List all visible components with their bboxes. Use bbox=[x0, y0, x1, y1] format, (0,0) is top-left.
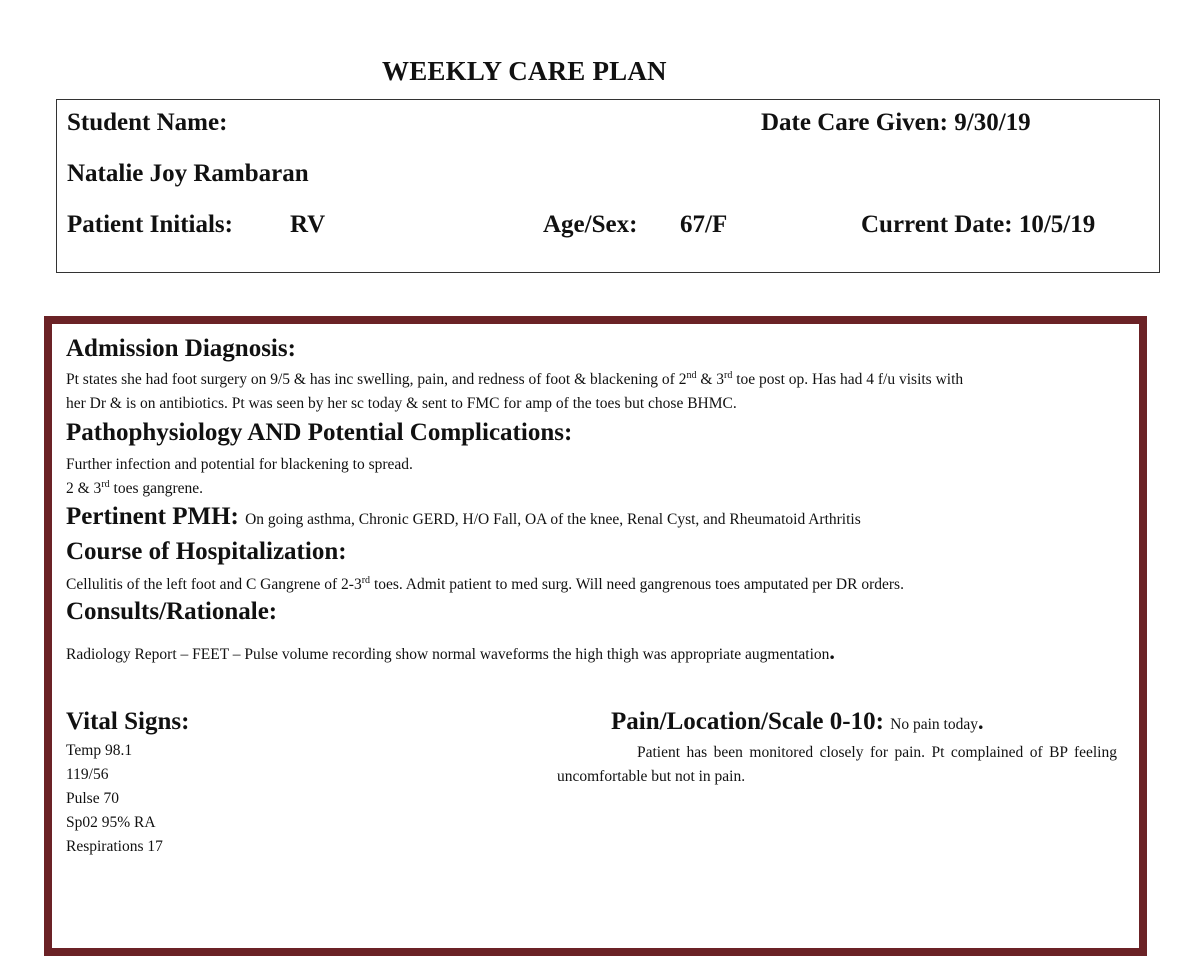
pathophysiology-line-2: 2 & 3rd toes gangrene. bbox=[66, 479, 204, 497]
vital-signs-title: Vital Signs: bbox=[66, 708, 190, 735]
vital-sign-item: 119/56 bbox=[66, 766, 109, 783]
current-date-value: 10/5/19 bbox=[1018, 211, 1096, 238]
course-of-hospitalization-text: Cellulitis of the left foot and C Gangrene of 2-3rd toes. Admit patient to med surg. Will need gangrenous toes amputated per DR orders. bbox=[66, 575, 904, 593]
patient-initials-value: RV bbox=[290, 211, 326, 238]
current-date bbox=[861, 211, 1095, 239]
current-date-label: Current Date: bbox=[861, 211, 1013, 238]
consults-rationale-title: Consults/Rationale: bbox=[66, 598, 278, 625]
page-title: WEEKLY CARE PLAN bbox=[382, 56, 667, 86]
pain-scale-title: Pain/Location/Scale 0-10: bbox=[611, 708, 884, 735]
patient-initials-label: Patient Initials: bbox=[67, 211, 233, 238]
student-name-label: Student Name: bbox=[67, 109, 228, 136]
student-name-value: Natalie Joy Rambaran bbox=[67, 160, 309, 187]
date-care-given-label: Date Care Given: bbox=[761, 109, 948, 136]
course-of-hospitalization-title: Course of Hospitalization: bbox=[66, 538, 347, 565]
consults-rationale-text: Radiology Report – FEET – Pulse volume recording show normal waveforms the high thigh was appropriate augmentation. bbox=[66, 639, 835, 664]
pathophysiology-title: Pathophysiology AND Potential Complications: bbox=[66, 419, 573, 446]
admission-diagnosis-title: Admission Diagnosis: bbox=[66, 335, 296, 362]
pathophysiology-line-1: Further infection and potential for blackening to spread. bbox=[66, 456, 413, 473]
date-care-given-value: 9/30/19 bbox=[954, 109, 1031, 136]
pain-scale: Pain/Location/Scale 0-10: No pain today. bbox=[611, 708, 984, 735]
admission-diagnosis-line-1: Pt states she had foot surgery on 9/5 & has inc swelling, pain, and redness of foot & blackening of 2nd & 3rd toe post op. Has had 4 f/u visits with bbox=[66, 370, 964, 388]
vital-sign-item: Pulse 70 bbox=[66, 790, 119, 807]
age-sex-label: Age/Sex: bbox=[543, 211, 638, 238]
vital-sign-item: Temp 98.1 bbox=[66, 742, 133, 759]
pain-scale-inline: No pain today bbox=[890, 716, 978, 733]
pertinent-pmh-text: On going asthma, Chronic GERD, H/O Fall, OA of the knee, Renal Cyst, and Rheumatoid Arthritis bbox=[245, 511, 861, 528]
vital-sign-item: Respirations 17 bbox=[66, 838, 163, 855]
admission-diagnosis-line-2: her Dr & is on antibiotics. Pt was seen by her sc today & sent to FMC for amp of the toes but chose BHMC. bbox=[66, 395, 737, 412]
pertinent-pmh-title: Pertinent PMH: bbox=[66, 503, 239, 530]
age-sex-value: 67/F bbox=[680, 211, 728, 238]
pertinent-pmh bbox=[66, 503, 861, 531]
date-care-given bbox=[761, 109, 1031, 137]
pain-notes: Patient has been monitored closely for pain. Pt complained of BP feeling uncomfortable but not in pain. bbox=[557, 744, 1117, 785]
vital-sign-item: Sp02 95% RA bbox=[66, 814, 156, 831]
